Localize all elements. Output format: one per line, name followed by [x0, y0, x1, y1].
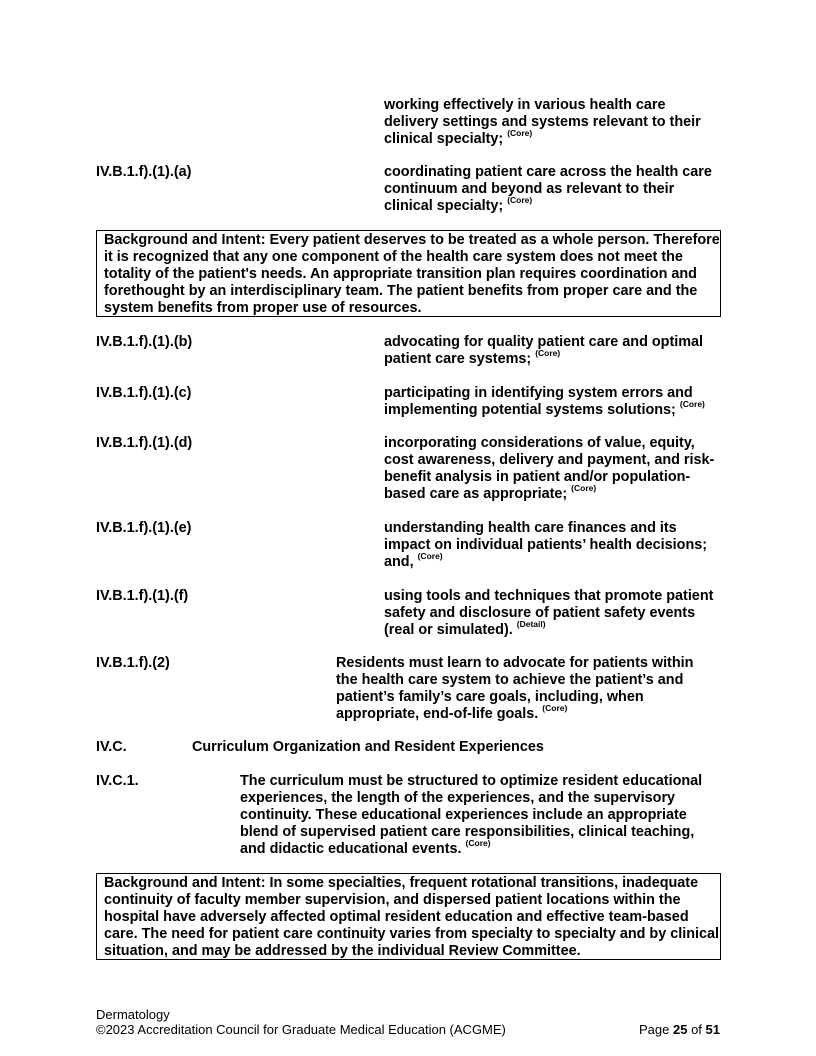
requirement-code: IV.B.1.f).(1).(e)	[96, 520, 192, 536]
requirement-text: using tools and techniques that promote patient safety and disclosure of patient safety events (real or simulated). $^{(Detail)}$	[384, 588, 714, 638]
requirement-code: IV.B.1.f).(1).(f)	[96, 588, 189, 604]
requirement-text: working effectively in various health care delivery settings and systems relevant to their clinical specialty; $^{(Core)}$	[384, 97, 701, 147]
core-tag: (Core)	[571, 483, 597, 493]
requirement-text: coordinating patient care across the health care continuum and beyond as relevant to their clinical specialty; $^{(Core)}$	[384, 164, 712, 214]
requirement-text: The curriculum must be structured to optimize resident educational experiences, the length of the experiences, and the supervisory continuity. These educational experiences include an appropriate blend of supervised patient care responsibilities, clinical teaching, and didactic educational events. $^{(Core)}$	[240, 773, 703, 857]
background-intent-box: Background and Intent: In some specialties, frequent rotational transitions, inadequate continuity of faculty member supervision, and dispersed patient locations within the hospital have adversely affected optimal resident education and effective team-based care. The need for patient care continuity varies from specialty to specialty and by clinical situation, and may be addressed by the individual Review Committee.	[96, 873, 721, 960]
core-tag: (Core)	[465, 838, 491, 848]
requirement-code: IV.B.1.f).(1).(b)	[96, 334, 193, 350]
core-tag: (Core)	[679, 399, 705, 409]
footer-specialty: Dermatology	[96, 1007, 170, 1022]
page-number: Page 25 of 51	[638, 1022, 720, 1037]
requirement-text: advocating for quality patient care and optimal patient care systems; $^{(Core)}$	[384, 334, 704, 367]
core-tag: (Core)	[417, 551, 443, 561]
requirement-code: IV.B.1.f).(1).(d)	[96, 435, 193, 451]
requirement-text: understanding health care finances and its impact on individual patients’ health decisions; and, $^{(Core)}$	[384, 520, 708, 570]
core-tag: (Core)	[535, 348, 561, 358]
section-heading: Curriculum Organization and Resident Experiences	[192, 739, 544, 755]
requirement-code: IV.B.1.f).(1).(c)	[96, 385, 192, 401]
section-code: IV.C.	[96, 739, 127, 755]
footer-copyright: ©2023 Accreditation Council for Graduate Medical Education (ACGME)	[96, 1022, 506, 1037]
requirement-code: IV.B.1.f).(1).(a)	[96, 164, 192, 180]
requirement-text: incorporating considerations of value, equity, cost awareness, delivery and payment, and risk-benefit analysis in patient and/or population-based care as appropriate; $^{(Core)}$	[384, 435, 715, 502]
requirement-text: Residents must learn to advocate for patients within the health care system to achieve the patient’s and patient’s family’s care goals, including, when appropriate, end-of-life goals. $^{(Core)}$	[336, 655, 694, 722]
core-tag: (Core)	[507, 195, 533, 205]
background-intent-box: Background and Intent: Every patient deserves to be treated as a whole person. Therefore it is recognized that any one component of the health care system does not meet the totality of the patient's needs. An appropriate transition plan requires coordination and forethought by an interdisciplinary team. The patient benefits from proper care and the system benefits from proper use of resources.	[96, 230, 721, 317]
detail-tag: (Detail)	[516, 619, 546, 629]
core-tag: (Core)	[542, 703, 568, 713]
core-tag: (Core)	[507, 128, 533, 138]
requirement-code: IV.B.1.f).(2)	[96, 655, 170, 671]
requirement-code: IV.C.1.	[96, 773, 139, 789]
requirement-text: participating in identifying system errors and implementing potential systems solutions; $^{(Core)}$	[384, 385, 705, 418]
